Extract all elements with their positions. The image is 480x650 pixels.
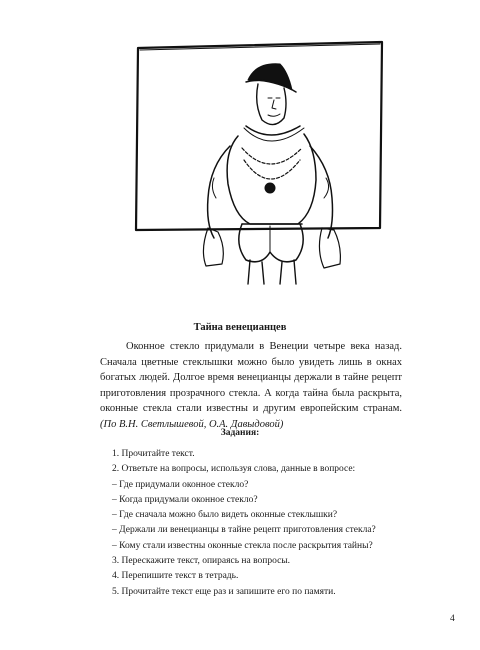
task-item: – Где придумали оконное стекло? xyxy=(112,479,249,490)
article-title: Тайна венецианцев xyxy=(193,322,287,333)
venetian-window-illustration xyxy=(130,28,392,290)
page-number: 4 xyxy=(450,614,455,624)
task-item: – Кому стали известны оконные стекла после раскрытия тайны? xyxy=(112,540,373,551)
task-item: 1. Прочитайте текст. xyxy=(112,449,195,459)
task-item: 2. Ответьте на вопросы, используя слова, данные в вопросе: xyxy=(112,464,356,475)
tasks-list xyxy=(112,447,412,600)
tasks-heading: Задания: xyxy=(220,428,260,438)
article-body xyxy=(100,339,402,433)
task-item: – Где сначала можно было видеть оконные стеклышки? xyxy=(112,510,338,521)
article-citation: (По В.Н. Светлышевой, О.А. Давыдовой) xyxy=(100,418,284,430)
task-item: – Держали ли венецианцы в тайне рецепт приготовления стекла? xyxy=(112,525,376,536)
task-item: 4. Перепишите текст в тетрадь. xyxy=(112,571,239,582)
task-item: 3. Перескажите текст, опираясь на вопросы. xyxy=(112,556,291,567)
task-item: 5. Прочитайте текст еще раз и запишите его по памяти. xyxy=(112,586,336,597)
task-item: – Когда придумали оконное стекло? xyxy=(112,494,258,505)
article-body-text: Оконное стекло придумали в Венеции четыре века назад. Сначала цветные стеклышки можно было увидеть лишь в окнах богатых людей. Долгое время венецианцы держали в тайне рецепт приготовления прозрачного стекла. А когда тайна была раскрыта, оконные стекла стали известны и другим европейским странам. xyxy=(100,341,402,415)
